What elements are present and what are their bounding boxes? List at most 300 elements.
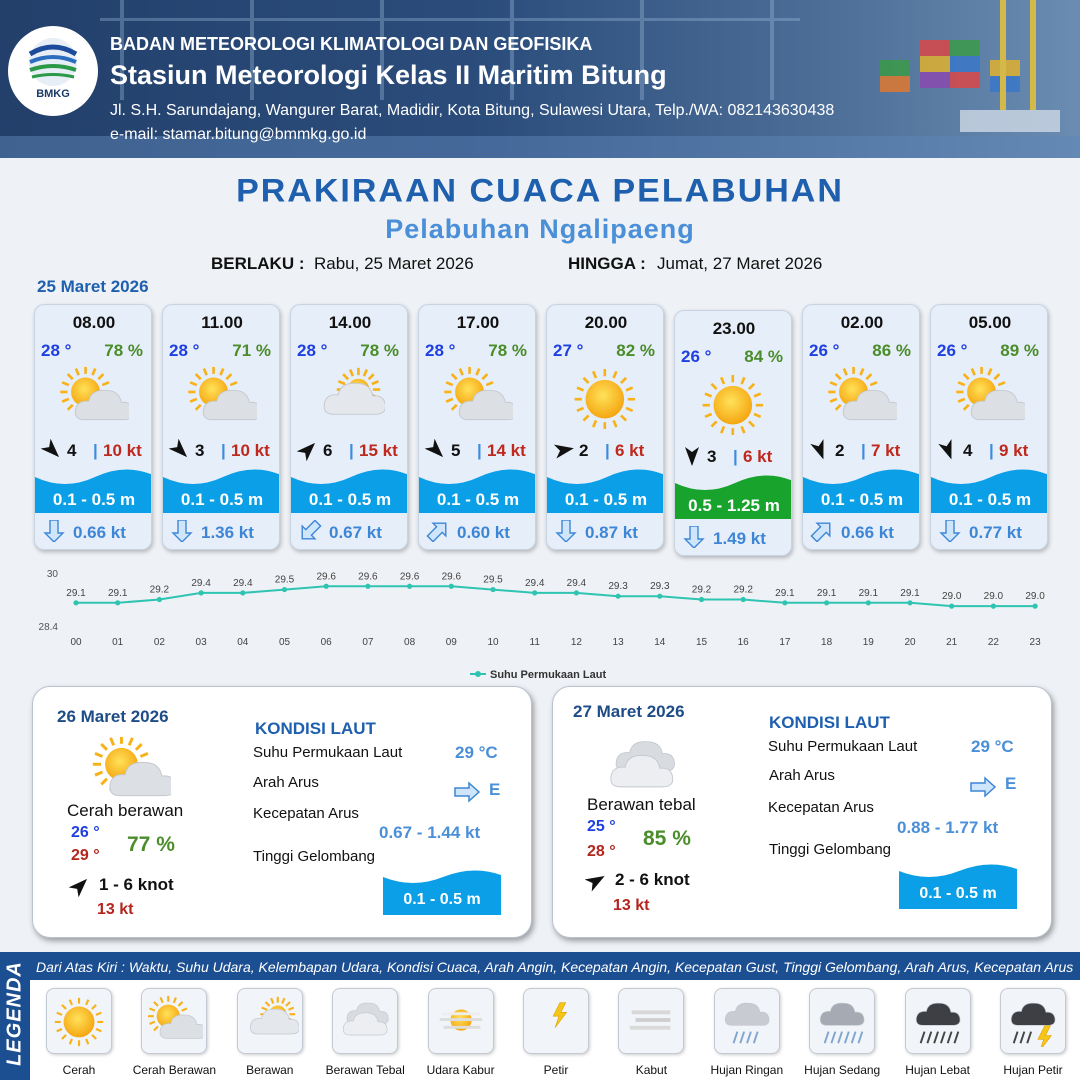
- forecast-gust: 14 kt: [487, 441, 526, 460]
- wind-direction-arrow-icon: [937, 439, 959, 461]
- x-tick-label: 04: [237, 637, 249, 648]
- wind-direction-arrow-icon: [809, 439, 831, 461]
- data-label: 29.0: [1025, 591, 1045, 603]
- data-point: [741, 597, 746, 602]
- wind-direction-arrow-icon: [41, 439, 63, 461]
- data-label: 29.5: [483, 574, 503, 586]
- forecast-temperature: 26 °: [809, 341, 840, 360]
- x-tick-label: 21: [946, 637, 958, 648]
- forecast-card: [930, 304, 1048, 550]
- forecast-wind-speed: 6: [323, 441, 333, 460]
- legend-icon: [243, 995, 299, 1047]
- data-point: [490, 587, 495, 592]
- legend-item-label: Hujan Ringan: [710, 1063, 784, 1077]
- forecast-gust: 6 kt: [743, 447, 773, 466]
- data-point: [824, 600, 829, 605]
- current-direction-arrow-icon: [937, 520, 963, 542]
- forecast-weather-icon: [699, 373, 769, 435]
- data-label: 29.1: [66, 587, 86, 599]
- data-label: 29.3: [608, 581, 628, 593]
- legend-icon: [1006, 995, 1062, 1047]
- station-name: Stasiun Meteorologi Kelas II Maritim Bitung: [110, 60, 667, 90]
- cerah-berawan-icon: [147, 995, 203, 1047]
- forecast-weather-icon: [827, 367, 897, 429]
- forecast-card: [674, 310, 792, 556]
- valid-to-label: HINGGA :: [568, 254, 646, 273]
- petir-icon: [529, 995, 585, 1047]
- legend-item: [1000, 988, 1066, 1054]
- day-temp-max: 29 °: [71, 847, 100, 864]
- data-point: [365, 584, 370, 589]
- data-label: 29.1: [816, 587, 837, 599]
- y-tick-label: 30: [46, 569, 58, 580]
- day-condition: Cerah berawan: [67, 801, 184, 820]
- forecast-wind-direction: [553, 439, 575, 461]
- x-tick-label: 11: [529, 637, 540, 648]
- bmkg-logo-emblem: [8, 32, 98, 92]
- current-direction-arrow: [453, 781, 481, 803]
- data-label: 29.3: [650, 581, 670, 593]
- data-point: [324, 584, 329, 589]
- current-speed-value: 0.88 - 1.77 kt: [897, 818, 999, 837]
- forecast-time: 14.00: [328, 313, 372, 332]
- forecast-humidity: 78 %: [488, 341, 527, 360]
- data-label: 29.2: [691, 584, 712, 596]
- data-label: 29.1: [900, 587, 920, 599]
- forecast-temperature: 26 °: [681, 347, 712, 366]
- forecast-wave-height: 0.1 - 0.5 m: [820, 490, 904, 509]
- wind-direction-arrow-icon: [297, 439, 319, 461]
- x-tick-label: 03: [195, 637, 207, 648]
- udara-kabur-icon: [434, 995, 490, 1047]
- forecast-temperature: 28 °: [169, 341, 200, 360]
- current-speed-label: Kecepatan Arus: [768, 799, 874, 816]
- berawan-icon: [243, 995, 299, 1047]
- forecast-card: [802, 304, 920, 550]
- forecast-temperature: 27 °: [553, 341, 584, 360]
- x-tick-label: 02: [153, 637, 165, 648]
- forecast-temperature: 28 °: [41, 341, 72, 360]
- data-label: 29.0: [941, 591, 962, 603]
- legend: [0, 952, 1080, 1080]
- data-label: 29.1: [107, 587, 128, 599]
- forecast-weather-icon: [59, 367, 129, 429]
- legend-item-label: Cerah: [62, 1063, 96, 1077]
- forecast-wave-height: 0.1 - 0.5 m: [948, 490, 1032, 509]
- legend-item-label: Cerah Berawan: [132, 1063, 217, 1077]
- legend-item-label: Hujan Sedang: [804, 1063, 881, 1077]
- day-date: 26 Maret 2026: [57, 707, 169, 726]
- current-speed-label: Kecepatan Arus: [253, 805, 359, 822]
- day-humidity: 85 %: [643, 827, 691, 850]
- legend-side-band: [0, 952, 30, 1080]
- day-temp-min: 25 °: [587, 818, 616, 835]
- forecast-wave-height: 0.5 - 1.25 m: [688, 496, 780, 515]
- kabut-icon: [624, 995, 680, 1047]
- legend-item-label: Kabut: [635, 1063, 668, 1077]
- data-point: [699, 597, 704, 602]
- legend-item: [905, 988, 971, 1054]
- current-direction-arrow-icon: [553, 520, 579, 542]
- x-tick-label: 15: [695, 637, 708, 648]
- forecast-humidity: 82 %: [616, 341, 655, 360]
- data-point: [199, 590, 204, 595]
- legend-item: [523, 988, 589, 1054]
- forecast-time: 23.00: [712, 319, 756, 338]
- forecast-wind-direction: [681, 445, 703, 467]
- forecast-current-direction: [937, 520, 963, 542]
- current-direction-arrow-icon: [425, 520, 451, 542]
- x-tick-label: 17: [779, 637, 791, 648]
- current-dir-label: Arah Arus: [769, 767, 835, 784]
- data-label: 29.0: [983, 591, 1004, 603]
- x-tick-label: 13: [612, 637, 624, 648]
- legend-icon: [52, 995, 108, 1047]
- data-label: 29.2: [149, 584, 170, 596]
- data-point: [907, 600, 912, 605]
- data-label: 29.4: [233, 577, 253, 589]
- forecast-wind-direction: [937, 439, 959, 461]
- forecast-current-direction: [681, 526, 707, 548]
- day-weather-icon: [603, 733, 683, 793]
- legend-label: Suhu Permukaan Laut: [490, 669, 607, 681]
- forecast-current-speed: 0.67 kt: [329, 523, 382, 542]
- day-temp-min: 26 °: [71, 824, 100, 841]
- day-condition: Berawan tebal: [587, 795, 696, 814]
- forecast-weather-icon: [443, 367, 513, 429]
- x-tick-label: 01: [112, 637, 124, 648]
- day-weather-icon: [91, 737, 171, 797]
- station-email: e-mail: stamar.bitung@bmmkg.go.id: [110, 126, 367, 143]
- berawan-tebal-icon: [338, 995, 394, 1047]
- forecast-time: 05.00: [968, 313, 1012, 332]
- day-humidity: 77 %: [127, 833, 175, 856]
- x-tick-label: 08: [404, 637, 416, 648]
- data-label: 29.2: [733, 584, 753, 596]
- forecast-separator: |: [477, 441, 482, 460]
- data-label: 29.6: [358, 571, 378, 583]
- x-tick-label: 19: [862, 637, 874, 648]
- forecast-current-direction: [169, 520, 195, 542]
- legend-item-label: Udara Kabur: [426, 1063, 495, 1077]
- cerah-berawan-icon: [955, 367, 1025, 429]
- forecast-current-speed: 0.77 kt: [969, 523, 1022, 542]
- station-address: Jl. S.H. Sarundajang, Wangurer Barat, Madidir, Kota Bitung, Sulawesi Utara, Telp./WA: 082143630438: [110, 102, 835, 119]
- wave-label: Tinggi Gelombang: [769, 841, 892, 858]
- legend-item-label: Berawan Tebal: [325, 1063, 405, 1077]
- legend-description: Dari Atas Kiri : Waktu, Suhu Udara, Kelembapan Udara, Kondisi Cuaca, Arah Angin, Kecepatan Angin, Kecepatan Gust, Tinggi Gelombang, Arah Arus, Kecepatan Arus: [36, 959, 1074, 975]
- forecast-wind-speed: 5: [451, 441, 461, 460]
- kondisi-laut-title: KONDISI LAUT: [255, 719, 376, 738]
- legend-title: LEGENDA: [3, 961, 26, 1066]
- forecast-current-direction: [809, 520, 835, 542]
- cerah-berawan-icon: [91, 737, 171, 797]
- forecast-gust: 7 kt: [871, 441, 901, 460]
- data-point: [157, 597, 162, 602]
- forecast-wave-height: 0.1 - 0.5 m: [308, 490, 392, 509]
- legend-item: [46, 988, 112, 1054]
- forecast-temperature: 28 °: [297, 341, 328, 360]
- x-tick-label: 22: [987, 637, 999, 648]
- day-temp-max: 28 °: [587, 843, 616, 860]
- forecast-card: [34, 304, 152, 550]
- legend-item: [809, 988, 875, 1054]
- forecast-current-speed: 0.66 kt: [841, 523, 894, 542]
- forecast-separator: |: [733, 447, 738, 466]
- sst-label: Suhu Permukaan Laut: [253, 744, 403, 761]
- y-tick-label: 28.4: [38, 622, 58, 633]
- forecast-current-speed: 0.66 kt: [73, 523, 126, 542]
- sst-value: 29 °C: [455, 743, 498, 762]
- legend-icon: [147, 995, 203, 1047]
- bmkg-logo: [8, 26, 98, 116]
- wind-direction-arrow-icon: [69, 875, 91, 897]
- forecast-temperature: 26 °: [937, 341, 968, 360]
- forecast-current-direction: [41, 520, 67, 542]
- forecast-current-direction: [297, 520, 323, 542]
- legend-item-label: Hujan Petir: [1003, 1063, 1063, 1077]
- forecast-card: [546, 304, 664, 550]
- forecast-separator: |: [221, 441, 226, 460]
- forecast-humidity: 71 %: [232, 341, 271, 360]
- x-tick-label: 00: [70, 637, 82, 648]
- forecast-wind-speed: 3: [707, 447, 717, 466]
- data-point: [657, 594, 662, 599]
- legend-item-label: Hujan Lebat: [905, 1063, 970, 1077]
- legend-item: [332, 988, 398, 1054]
- forecast-separator: |: [605, 441, 610, 460]
- series-line: [76, 586, 1035, 606]
- data-label: 29.6: [441, 571, 462, 583]
- day-wind-speed: 1 - 6 knot: [99, 875, 174, 894]
- forecast-time: 08.00: [72, 313, 116, 332]
- wave-value: 0.1 - 0.5 m: [403, 891, 481, 908]
- forecast-wind-speed: 2: [579, 441, 589, 460]
- wave-label: Tinggi Gelombang: [253, 848, 376, 865]
- x-tick-label: 07: [362, 637, 374, 648]
- data-point: [532, 590, 537, 595]
- forecast-current-speed: 1.36 kt: [201, 523, 254, 542]
- legend-icon: [720, 995, 776, 1047]
- legend-icon: [815, 995, 871, 1047]
- port-name: Pelabuhan Ngalipaeng: [385, 214, 695, 244]
- data-point: [991, 604, 996, 609]
- legend-item: [618, 988, 684, 1054]
- forecast-wave-height: 0.1 - 0.5 m: [436, 490, 520, 509]
- forecast-current-direction: [425, 520, 451, 542]
- forecast-current-speed: 1.49 kt: [713, 529, 766, 548]
- x-tick-label: 23: [1029, 637, 1041, 648]
- day-panel-26: [32, 686, 532, 938]
- sst-value: 29 °C: [971, 737, 1014, 756]
- sst-label: Suhu Permukaan Laut: [768, 738, 918, 755]
- forecast-wind-direction: [425, 439, 447, 461]
- data-point: [866, 600, 871, 605]
- legend-icon: [434, 995, 490, 1047]
- forecast-humidity: 78 %: [104, 341, 143, 360]
- current-direction-arrow-icon: [297, 520, 323, 542]
- cerah-icon: [571, 367, 641, 429]
- data-label: 29.4: [524, 577, 545, 589]
- x-tick-label: 09: [445, 637, 457, 648]
- legend-icon: [529, 995, 585, 1047]
- current-direction-arrow: [969, 776, 997, 798]
- forecast-time: 02.00: [840, 313, 884, 332]
- forecast-time: 11.00: [201, 313, 243, 332]
- logo-text: BMKG: [36, 88, 70, 100]
- page-title: PRAKIRAAN CUACA PELABUHAN: [236, 172, 844, 210]
- forecast-weather-icon: [955, 367, 1025, 429]
- cerah-icon: [699, 373, 769, 435]
- legend-item: [141, 988, 207, 1054]
- sst-line-chart: [0, 560, 1080, 685]
- forecast-wind-direction: [297, 439, 319, 461]
- forecast-separator: |: [989, 441, 994, 460]
- day-gust: 13 kt: [97, 901, 134, 918]
- forecast-humidity: 89 %: [1000, 341, 1039, 360]
- forecast-gust: 15 kt: [359, 441, 398, 460]
- day-wind-speed: 2 - 6 knot: [615, 870, 690, 889]
- legend-swatch-dot: [475, 671, 481, 677]
- data-point: [282, 587, 287, 592]
- cerah-berawan-icon: [187, 367, 257, 429]
- valid-to-value: Jumat, 27 Maret 2026: [657, 254, 823, 273]
- forecast-gust: 10 kt: [103, 441, 142, 460]
- forecast-separator: |: [861, 441, 866, 460]
- forecast-wind-speed: 3: [195, 441, 205, 460]
- x-tick-label: 14: [654, 637, 666, 648]
- data-point: [449, 584, 454, 589]
- x-tick-label: 10: [487, 637, 499, 648]
- berawan-tebal-icon: [603, 733, 683, 793]
- data-label: 29.1: [775, 587, 795, 599]
- forecast-temperature: 28 °: [425, 341, 456, 360]
- data-point: [115, 600, 120, 605]
- forecast-time: 17.00: [456, 313, 500, 332]
- data-point: [407, 584, 412, 589]
- x-tick-label: 06: [320, 637, 332, 648]
- forecast-wind-direction: [809, 439, 831, 461]
- day-wind-direction-arrow: [585, 870, 607, 892]
- wind-direction-arrow-icon: [553, 439, 575, 461]
- forecast-wave-height: 0.1 - 0.5 m: [180, 490, 264, 509]
- forecast-gust: 6 kt: [615, 441, 645, 460]
- current-direction-arrow-icon: [681, 526, 707, 548]
- legend-icon: [338, 995, 394, 1047]
- cerah-berawan-icon: [443, 367, 513, 429]
- forecast-wind-direction: [41, 439, 63, 461]
- hujan-petir-icon: [1006, 995, 1062, 1047]
- data-point: [782, 600, 787, 605]
- header-banner: [0, 0, 1080, 158]
- forecast-wind-speed: 2: [835, 441, 845, 460]
- berawan-icon: [315, 367, 385, 429]
- x-tick-label: 16: [737, 637, 749, 648]
- valid-from-value: Rabu, 25 Maret 2026: [314, 254, 474, 273]
- current-direction-arrow-icon: [41, 520, 67, 542]
- forecast-wave-height: 0.1 - 0.5 m: [52, 490, 136, 509]
- wind-direction-arrow-icon: [425, 439, 447, 461]
- forecast-card: [290, 304, 408, 550]
- current-dir-value: E: [1005, 774, 1017, 793]
- current-direction-arrow-icon: [809, 520, 835, 542]
- today-date-label: 25 Maret 2026: [37, 277, 149, 296]
- hujan-lebat-icon: [911, 995, 967, 1047]
- forecast-card: [162, 304, 280, 550]
- cerah-icon: [52, 995, 108, 1047]
- kondisi-laut-title: KONDISI LAUT: [769, 713, 890, 732]
- forecast-separator: |: [349, 441, 354, 460]
- wave-value: 0.1 - 0.5 m: [919, 885, 997, 902]
- legend-item-label: Petir: [543, 1063, 569, 1077]
- data-point: [616, 594, 621, 599]
- legend-icon: [624, 995, 680, 1047]
- day-panel-27: [552, 686, 1052, 938]
- data-point: [574, 590, 579, 595]
- data-label: 29.1: [858, 587, 879, 599]
- forecast-current-direction: [553, 520, 579, 542]
- forecast-separator: |: [93, 441, 98, 460]
- wind-direction-arrow-icon: [585, 870, 607, 892]
- forecast-wind-direction: [169, 439, 191, 461]
- forecast-weather-icon: [571, 367, 641, 429]
- data-point: [949, 604, 954, 609]
- day-gust: 13 kt: [613, 897, 650, 914]
- forecast-weather-icon: [187, 367, 257, 429]
- wind-direction-arrow-icon: [681, 445, 703, 467]
- data-point: [240, 590, 245, 595]
- legend-item: [714, 988, 780, 1054]
- data-label: 29.6: [399, 571, 420, 583]
- current-dir-value: E: [489, 780, 501, 799]
- x-tick-label: 05: [278, 637, 291, 648]
- forecast-time: 20.00: [584, 313, 628, 332]
- cerah-berawan-icon: [827, 367, 897, 429]
- x-tick-label: 18: [821, 637, 833, 648]
- forecast-wind-speed: 4: [67, 441, 77, 460]
- legend-item-label: Berawan: [246, 1063, 294, 1077]
- hujan-ringan-icon: [720, 995, 776, 1047]
- day-wind-direction-arrow: [69, 875, 91, 897]
- valid-from-label: BERLAKU :: [211, 254, 305, 273]
- forecast-wind-speed: 4: [963, 441, 973, 460]
- forecast-humidity: 84 %: [744, 347, 783, 366]
- cerah-berawan-icon: [59, 367, 129, 429]
- forecast-gust: 10 kt: [231, 441, 270, 460]
- forecast-current-speed: 0.87 kt: [585, 523, 638, 542]
- data-label: 29.4: [191, 577, 211, 589]
- forecast-card: [418, 304, 536, 550]
- forecast-current-speed: 0.60 kt: [457, 523, 510, 542]
- forecast-humidity: 86 %: [872, 341, 911, 360]
- day-date: 27 Maret 2026: [573, 702, 685, 721]
- current-dir-label: Arah Arus: [253, 774, 319, 791]
- forecast-weather-icon: [315, 367, 385, 429]
- data-label: 29.4: [566, 577, 587, 589]
- forecast-gust: 9 kt: [999, 441, 1029, 460]
- legend-item: [428, 988, 494, 1054]
- hujan-sedang-icon: [815, 995, 871, 1047]
- forecast-wave-height: 0.1 - 0.5 m: [564, 490, 648, 509]
- x-tick-label: 20: [904, 637, 916, 648]
- data-point: [73, 600, 78, 605]
- forecast-humidity: 78 %: [360, 341, 399, 360]
- current-direction-arrow-icon: [169, 520, 195, 542]
- wind-direction-arrow-icon: [169, 439, 191, 461]
- x-tick-label: 12: [570, 637, 582, 648]
- agency-name: BADAN METEOROLOGI KLIMATOLOGI DAN GEOFISIKA: [110, 34, 593, 54]
- data-point: [1033, 604, 1038, 609]
